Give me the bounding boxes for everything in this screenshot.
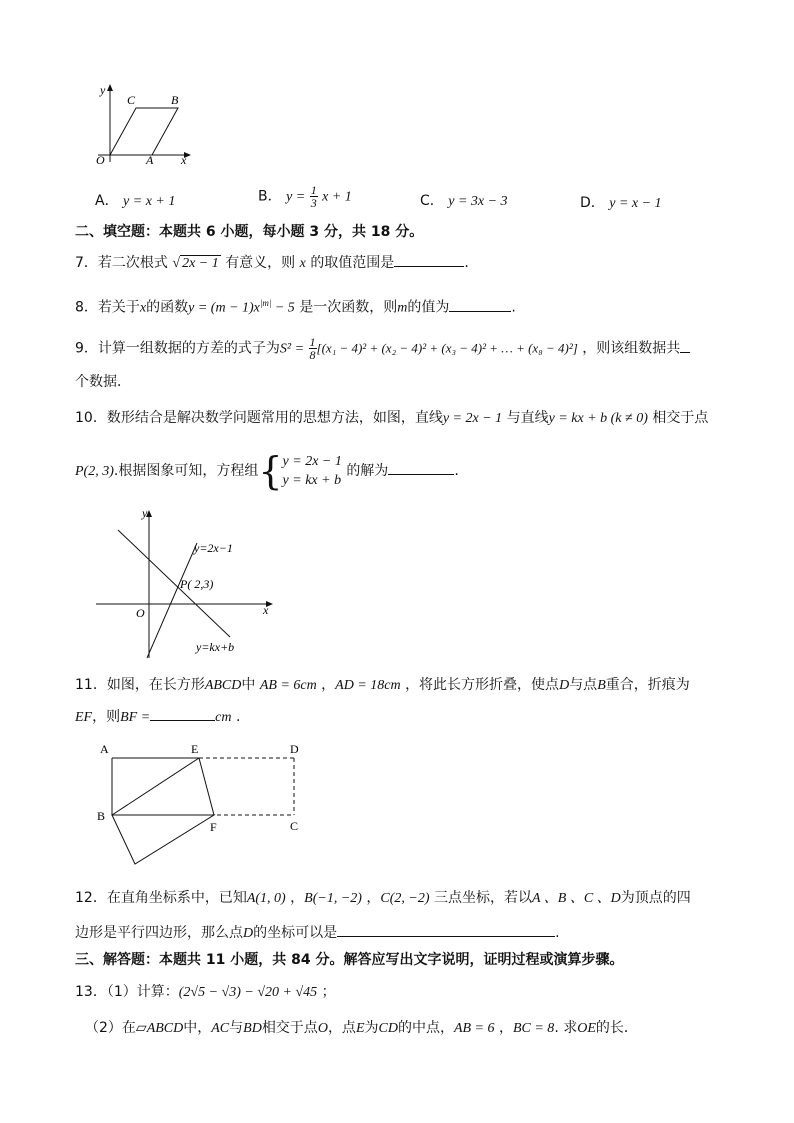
q12-text-post: 三点坐标，若以 xyxy=(433,890,532,906)
q13-oe: OE xyxy=(577,1021,596,1036)
label-o: O xyxy=(96,153,105,167)
q13-part2-c: ，点 xyxy=(327,1020,356,1036)
q13-part1-end: ； xyxy=(321,984,336,1000)
figure-folded-rectangle xyxy=(94,740,309,868)
figure-parallelogram xyxy=(88,82,198,172)
fraction-denominator: 3 xyxy=(310,196,317,210)
q7-var: x xyxy=(299,256,306,271)
label-line2: y=kx+b xyxy=(196,640,235,654)
label-d: D xyxy=(290,742,299,756)
option-c-expr: y = 3x − 3 xyxy=(448,194,508,209)
option-a-expr: y = x + 1 xyxy=(123,194,176,209)
section-3-title: 三、解答题：本题共 11 小题，共 84 分。解答应写出文字说明，证明过程或演算步骤。 xyxy=(75,952,624,968)
q8-expr-tail: − 5 xyxy=(271,300,295,316)
q12-point-c: C(2, −2) xyxy=(380,891,430,906)
q13-part1-expr: (2√5 − √3) − √20 + √45 xyxy=(178,985,318,1000)
figure-intersecting-lines xyxy=(92,503,282,663)
q8-m: m xyxy=(397,300,408,316)
question-10 xyxy=(75,408,754,429)
label-e: E xyxy=(191,742,199,756)
q10-text-post: 相交于点 xyxy=(652,410,709,426)
question-13-part1 xyxy=(75,982,754,1003)
label-a: A xyxy=(100,742,109,756)
q9-text-pre: 9．计算一组数据的方差的式子为 xyxy=(75,340,280,357)
option-c-key: C． xyxy=(420,193,444,209)
q10-line2: y = kx + b (k ≠ 0) xyxy=(548,411,648,426)
question-11: 11．如图，在长方形ABCD中 AB = 6cm ，AD = 18cm ，将此长方形折叠，使点D与点B重合，折痕为 xyxy=(75,677,690,693)
q11-b: B xyxy=(597,678,606,693)
option-b-expr-post: x + 1 xyxy=(322,189,352,205)
label-y: y xyxy=(142,506,148,520)
q13-part2-b: 相交于点 xyxy=(261,1020,318,1036)
q12-line2-post: 的坐标可以是 xyxy=(253,925,338,941)
q7-end: . xyxy=(464,255,469,271)
segment-be xyxy=(112,758,199,815)
q12-point-a: A(1, 0) xyxy=(246,891,286,906)
q10-system xyxy=(283,452,342,490)
q11-end: . xyxy=(235,709,241,725)
q12-answer-blank[interactable] xyxy=(337,922,555,937)
fraction-numerator: 1 xyxy=(310,183,317,197)
q11-abcd: ABCD xyxy=(204,678,242,693)
q9-fraction xyxy=(309,336,317,361)
q11-unit: cm xyxy=(215,710,232,725)
label-c: C xyxy=(127,93,136,107)
option-b-fraction xyxy=(310,184,318,209)
q8-expr: y = (m − 1)x xyxy=(188,300,260,316)
q13-part1-pre: 13．（1）计算： xyxy=(75,984,179,1000)
y-axis-arrow xyxy=(107,84,113,91)
q13-part2-e: 的中点， xyxy=(397,1020,454,1036)
q10-text-mid: 与直线 xyxy=(506,410,549,426)
crease-ef xyxy=(199,758,214,815)
q7-radicand: 2x − 1 xyxy=(182,256,219,271)
q11-ab: AB = 6cm xyxy=(259,678,317,693)
option-b-key: B． xyxy=(258,188,282,205)
q10-text-pre: 10．数形结合是解决数学问题常用的思想方法，如图，直线 xyxy=(75,410,443,426)
q11-bf: BF = xyxy=(120,710,151,725)
q13-bd: BD xyxy=(243,1021,262,1036)
q11-answer-blank[interactable] xyxy=(150,706,215,721)
question-12: 12．在直角坐标系中，已知A(1, 0) ，B(−1, −2) ，C(2, −2) 三点坐标，若以A 、B 、C 、D为顶点的四 xyxy=(75,890,691,906)
q8-var: x xyxy=(139,300,147,316)
option-b xyxy=(258,184,352,209)
q13-ac: AC xyxy=(211,1021,230,1036)
q8-text-mid: 的函数 xyxy=(146,299,189,316)
q11-text-mid2: 与点 xyxy=(569,677,598,693)
q8-answer-blank[interactable] xyxy=(449,297,511,312)
q13-abcd: ABCD xyxy=(146,1021,184,1036)
folded-flap xyxy=(112,815,214,864)
option-a-key: A． xyxy=(95,193,119,209)
label-point-p: P( 2,3) xyxy=(180,577,214,591)
line-y-2x-1 xyxy=(147,543,197,658)
q13-bc: BC = 8 xyxy=(512,1021,555,1036)
q10-text-post2: 的解为 xyxy=(346,463,389,479)
option-d-key: D． xyxy=(580,195,605,211)
q12-labels: A 、B 、C 、D xyxy=(531,891,621,906)
label-x: x xyxy=(263,603,269,617)
question-8 xyxy=(75,293,754,319)
q11-text-mid: 中 xyxy=(241,677,256,693)
question-12-line2 xyxy=(75,922,754,944)
q11-text-post2: 重合，折痕为 xyxy=(605,677,690,693)
label-o: O xyxy=(136,606,145,620)
question-7 xyxy=(75,252,754,274)
q12-d: D xyxy=(243,926,254,941)
q12-point-b: B(−1, −2) xyxy=(304,891,362,906)
q7-answer-blank[interactable] xyxy=(394,252,464,267)
question-9-line2: 个数据． xyxy=(75,374,131,390)
label-y: y xyxy=(100,83,106,97)
q9-frac-den: 8 xyxy=(309,348,316,362)
question-13-part2: （2）在▱ABCD中，AC与BD相交于点O，点E为CD的中点，AB = 6 ，BC = 8. 求OE的长． xyxy=(85,1020,638,1036)
q7-text-pre: 7．若二次根式 xyxy=(75,255,168,271)
q13-ab: AB = 6 xyxy=(453,1021,495,1036)
q12-end: . xyxy=(555,925,560,941)
q8-end: . xyxy=(511,299,516,316)
q8-text-pre: 8．若关于 xyxy=(75,299,140,316)
question-9 xyxy=(75,336,754,361)
q13-part2-a: 与 xyxy=(229,1020,244,1036)
q13-e: E xyxy=(355,1021,365,1036)
q13-part2-f: . 求 xyxy=(554,1020,578,1036)
option-b-expr-pre: y = xyxy=(286,189,306,205)
parallelogram-oabc xyxy=(110,108,178,155)
q9-s: S² = xyxy=(279,341,305,357)
q10-brace: { xyxy=(258,449,283,493)
q11-d: D xyxy=(559,678,570,693)
q10-answer-blank[interactable] xyxy=(388,460,454,475)
q11-text-post: ，将此长方形折叠，使点 xyxy=(405,677,560,693)
q10-eq2: y = kx + b xyxy=(282,473,342,488)
q12-text-pre: 12．在直角坐标系中，已知 xyxy=(75,890,247,906)
q11-text-pre: 11．如图，在长方形 xyxy=(75,677,205,693)
label-line1: y=2x−1 xyxy=(194,541,233,555)
q7-text-mid: 有意义，则 xyxy=(225,255,296,271)
option-c xyxy=(420,190,508,210)
q11-ad: AD = 18cm xyxy=(335,678,401,693)
q9-frac-num: 1 xyxy=(309,335,316,349)
q9-expr: [(x₁ − 4)² + (x₂ − 4)² + (x₃ − 4)² + … + (x₈ − 4)²] xyxy=(316,340,578,356)
label-b: B xyxy=(171,93,179,107)
q7-radical: √ 2x − 1 xyxy=(172,256,219,271)
q8-text-post: 是一次函数，则 xyxy=(299,299,398,316)
q7-text-post: 的取值范围是 xyxy=(310,255,395,271)
q13-part2-pre: （2）在▱ xyxy=(85,1020,147,1036)
q9-answer-blank[interactable] xyxy=(680,338,690,353)
label-f: F xyxy=(210,820,217,834)
q11-ef: EF xyxy=(75,710,93,725)
q8-text-post2: 的值为 xyxy=(407,299,450,316)
q10-line1: y = 2x − 1 xyxy=(442,411,503,426)
q12-text-post2: 为顶点的四 xyxy=(620,890,691,906)
q13-o: O xyxy=(317,1021,328,1036)
label-c: C xyxy=(290,819,299,833)
q10-text-mid2: .根据图象可知，方程组 xyxy=(113,463,259,479)
section-2-title: 二、填空题：本题共 6 小题，每小题 3 分，共 18 分。 xyxy=(75,224,424,240)
q10-point: P(2, 3) xyxy=(75,464,114,479)
q13-cd: CD xyxy=(378,1021,398,1036)
q9-text-post: ，则该组数据共 xyxy=(582,340,681,357)
q10-eq1: y = 2x − 1 xyxy=(282,454,342,469)
q13-part2-g: 的长． xyxy=(595,1020,638,1036)
question-11-line2 xyxy=(75,706,754,728)
option-d-expr: y = x − 1 xyxy=(609,196,662,211)
q13-part2-d: 为 xyxy=(364,1020,379,1036)
q10-end: . xyxy=(454,463,459,479)
q8-exponent: |m| xyxy=(259,298,272,308)
q11-text-mid3: ，则 xyxy=(92,709,121,725)
question-10-line2 xyxy=(75,450,754,492)
label-b: B xyxy=(97,809,106,823)
label-a: A xyxy=(146,153,154,167)
option-d xyxy=(580,192,662,212)
q13-part2-mid: 中， xyxy=(183,1020,212,1036)
label-x: x xyxy=(181,153,187,167)
option-a xyxy=(95,190,175,210)
q12-line2-pre: 边形是平行四边形，那么点 xyxy=(75,925,243,941)
